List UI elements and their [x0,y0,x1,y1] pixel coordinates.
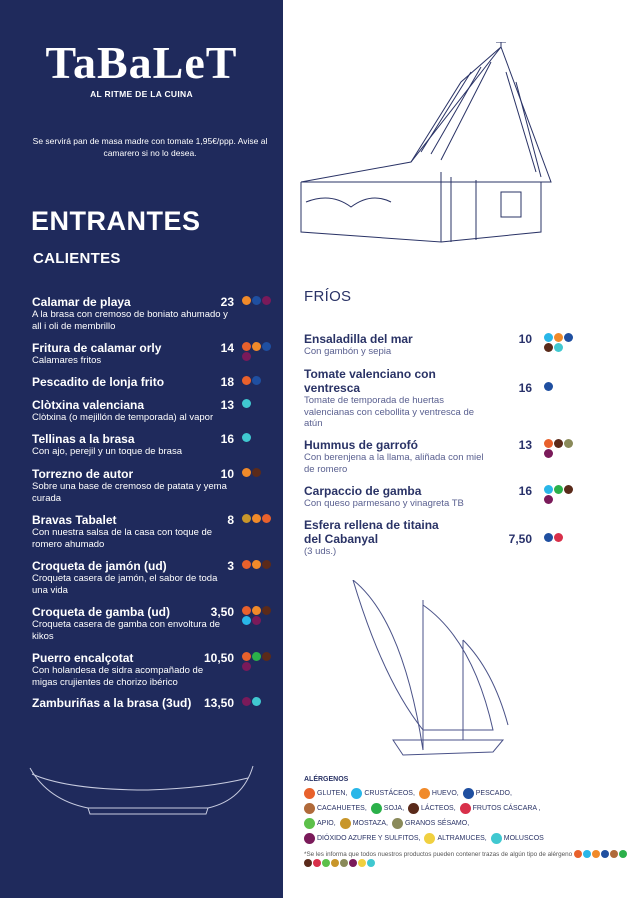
allergen-label: GRANOS SÉSAMO, [404,819,470,827]
menu-item [32,559,272,596]
lácteos-allergen-icon [564,485,573,494]
dióxido-azufre-y-sulfitos-allergen-icon [349,859,357,867]
allergen-legend-title: ALÉRGENOS [304,776,349,783]
mostaza-allergen-icon [242,514,251,523]
cacahuetes-allergen-icon [610,850,618,858]
huevo-allergen-icon [252,560,261,569]
item-price: 13 [220,398,234,412]
item-name: Esfera rellena de titaina del Cabanyal [304,518,439,546]
huevo-allergen-icon [554,333,563,342]
dióxido-azufre-y-sulfitos-allergen-icon [544,449,553,458]
allergen-icons [242,399,272,408]
lácteos-allergen-icon [262,606,271,615]
dióxido-azufre-y-sulfitos-allergen-icon [262,296,271,305]
hot-title: CALIENTES [33,250,121,267]
allergen-legend-item [304,787,347,799]
allergen-icons [242,697,272,706]
boat-sketch [28,760,258,820]
moluscos-allergen-icon [242,399,251,408]
item-price: 8 [227,513,234,527]
section-title: ENTRANTES [31,206,201,236]
item-name: Croqueta de jamón (ud) [32,559,167,573]
item-price: 23 [220,295,234,309]
item-name: Calamar de playa [32,295,131,309]
moluscos-allergen-icon [491,833,502,844]
menu-item [304,484,554,510]
allergen-icons [544,333,574,352]
menu-item [32,467,272,504]
gluten-allergen-icon [574,850,582,858]
allergen-label: MOSTAZA, [352,819,388,827]
dióxido-azufre-y-sulfitos-allergen-icon [242,697,251,706]
brand-tagline: AL RITME DE LA CUINA [90,89,193,99]
dióxido-azufre-y-sulfitos-allergen-icon [304,833,315,844]
menu-item [32,375,272,389]
allergen-label: MOLUSCOS [503,834,544,842]
allergen-label: CACAHUETES, [317,804,367,812]
item-name: Croqueta de gamba (ud) [32,605,171,619]
item-description: Tomate de temporada de huertas valencianas con cebollita y ventresca de atún [304,395,475,429]
allergen-icons [242,468,272,477]
menu-item [32,696,272,710]
item-price: 3 [227,559,234,573]
huevo-allergen-icon [242,296,251,305]
allergen-icons [242,606,272,625]
item-description: Con nuestra salsa de la casa con toque de romero ahumado [32,527,213,550]
allergen-label: SOJA, [383,804,405,812]
lácteos-allergen-icon [262,652,271,661]
allergen-legend-item [463,787,512,799]
item-name: Tellinas a la brasa [32,432,135,446]
allergen-legend-item [424,832,486,844]
lácteos-allergen-icon [262,560,271,569]
item-name: Pescadito de lonja frito [32,375,165,389]
allergen-label: HUEVO, [431,789,459,797]
allergen-label: LÁCTEOS, [421,804,456,812]
gluten-allergen-icon [242,606,251,615]
item-name: Ensaladilla del mar [304,332,413,346]
item-description: Clòtxina (o mejillón de temporada) al vapor [32,412,214,423]
item-description: (3 uds.) [304,546,337,557]
gluten-allergen-icon [242,376,251,385]
soja-allergen-icon [252,652,261,661]
item-price: 16 [518,484,532,498]
item-description: Calamares fritos [32,355,102,366]
pescado-allergen-icon [252,376,261,385]
menu-item [32,651,272,688]
granos-sésamo-allergen-icon [340,859,348,867]
item-price: 14 [220,341,234,355]
item-description: Con holandesa de sidra acompañado de migas crujientes de chorizo ibérico [32,665,204,688]
gluten-allergen-icon [242,560,251,569]
allergen-icons [544,439,574,458]
item-price: 13 [518,438,532,452]
item-price: 16 [220,432,234,446]
soja-allergen-icon [619,850,627,858]
huevo-allergen-icon [252,514,261,523]
cacahuetes-allergen-icon [304,803,315,814]
huevo-allergen-icon [592,850,600,858]
lácteos-allergen-icon [252,468,261,477]
lácteos-allergen-icon [554,439,563,448]
item-name: Fritura de calamar orly [32,341,162,355]
allergen-icons [242,514,272,523]
menu-item [304,367,554,430]
mostaza-allergen-icon [331,859,339,867]
item-name: Carpaccio de gamba [304,484,422,498]
item-name: Clòtxina valenciana [32,398,145,412]
allergen-legend-item [460,802,541,814]
item-price: 16 [518,381,532,395]
allergen-label: DIÓXIDO AZUFRE Y SULFITOS, [317,834,421,842]
huevo-allergen-icon [252,342,261,351]
item-name: Hummus de garrofó [304,438,419,452]
allergen-legend-item [392,817,469,829]
allergen-legend-item [304,832,420,844]
bread-notice: Se servirá pan de masa madre con tomate 1,95€/ppp. Avise al camarero si no lo desea. [32,136,268,158]
allergen-icons [544,485,574,504]
item-price: 3,50 [210,605,234,619]
allergen-label: ALTRAMUCES, [437,834,487,842]
allergen-label: PESCADO, [475,789,512,797]
item-price: 18 [220,375,234,389]
allergen-icons [544,382,574,391]
allergen-note-text: *Se les informa que todos nuestros productos pueden contener trazas de algún tipo de alérgeno [304,851,573,858]
allergen-icons [544,533,574,542]
allergen-legend-item [304,817,336,829]
item-name: Tomate valenciano con ventresca [304,367,436,395]
pescado-allergen-icon [544,382,553,391]
menu-item [32,432,272,458]
dióxido-azufre-y-sulfitos-allergen-icon [242,352,251,361]
lácteos-allergen-icon [544,343,553,352]
pescado-allergen-icon [601,850,609,858]
gluten-allergen-icon [544,439,553,448]
moluscos-allergen-icon [252,697,261,706]
item-description: Con gambón y sepia [304,346,392,357]
granos-sésamo-allergen-icon [564,439,573,448]
huevo-allergen-icon [252,606,261,615]
item-price: 10,50 [203,651,234,665]
allergen-legend-list [304,787,554,844]
item-name: Zamburiñas a la brasa (3ud) [32,696,192,710]
menu-item [32,513,272,550]
allergen-legend-item [491,832,544,844]
allergen-legend-item [419,787,459,799]
menu-item [32,295,272,332]
item-price: 10 [518,332,532,346]
item-description: Croqueta casera de jamón, el sabor de toda una vida [32,573,218,596]
menu-item [304,332,554,358]
soja-allergen-icon [371,803,382,814]
frutos-cáscara-allergen-icon [554,533,563,542]
item-description: Con queso parmesano y vinagreta TB [304,498,464,509]
item-name: Bravas Tabalet [32,513,117,527]
pescado-allergen-icon [262,342,271,351]
menu-item [32,341,272,367]
barraca-house-sketch [291,42,561,252]
allergen-legend-item [408,802,456,814]
dióxido-azufre-y-sulfitos-allergen-icon [242,662,251,671]
crustáceos-allergen-icon [544,485,553,494]
crustáceos-allergen-icon [351,788,362,799]
allergen-label: APIO, [317,819,336,827]
item-price: 10 [220,467,234,481]
left-panel [0,0,283,898]
mostaza-allergen-icon [340,818,351,829]
moluscos-allergen-icon [554,343,563,352]
apio-allergen-icon [322,859,330,867]
frutos-cáscara-allergen-icon [460,803,471,814]
allergen-label: GLUTEN, [317,789,348,797]
pescado-allergen-icon [564,333,573,342]
crustáceos-allergen-icon [583,850,591,858]
altramuces-allergen-icon [424,833,435,844]
menu-item [304,438,554,475]
crustáceos-allergen-icon [544,333,553,342]
menu-item [32,605,272,642]
lácteos-allergen-icon [408,803,419,814]
pescado-allergen-icon [544,533,553,542]
huevo-allergen-icon [242,468,251,477]
brand-logo: TaBaLeT [45,37,238,88]
allergen-note [304,850,634,868]
allergen-label: FRUTOS CÁSCARA , [472,804,541,812]
apio-allergen-icon [304,818,315,829]
moluscos-allergen-icon [367,859,375,867]
dióxido-azufre-y-sulfitos-allergen-icon [544,495,553,504]
right-panel [283,0,640,898]
allergen-legend-item [340,817,388,829]
item-description: Croqueta casera de gamba con envoltura de kikos [32,619,221,642]
allergen-icons [242,342,272,361]
allergen-icons [242,376,272,385]
altramuces-allergen-icon [358,859,366,867]
item-name: Torrezno de autor [32,467,134,481]
dióxido-azufre-y-sulfitos-allergen-icon [252,616,261,625]
menu-item [32,398,272,424]
allergen-label: CRUSTÁCEOS, [364,789,415,797]
lácteos-allergen-icon [304,859,312,867]
allergen-legend-item [304,802,367,814]
item-price: 7,50 [508,532,532,546]
sailboat-sketch [343,580,513,760]
huevo-allergen-icon [419,788,430,799]
gluten-allergen-icon [304,788,315,799]
allergen-icons [242,560,272,569]
allergen-legend [304,776,634,868]
pescado-allergen-icon [463,788,474,799]
menu-item [304,518,554,558]
allergen-icons [242,296,272,305]
allergen-legend-item [371,802,404,814]
item-description: Sobre una base de cremoso de patata y yema curada [32,481,227,504]
allergen-icons [242,652,272,671]
item-description: Con berenjena a la llama, aliñada con miel de romero [304,452,484,475]
gluten-allergen-icon [262,514,271,523]
item-description: A la brasa con cremoso de boniato ahumado y all i oli de membrillo [32,309,228,332]
gluten-allergen-icon [242,652,251,661]
item-name: Puerro encalçotat [32,651,134,665]
crustáceos-allergen-icon [242,616,251,625]
allergen-icons [242,433,272,442]
granos-sésamo-allergen-icon [392,818,403,829]
soja-allergen-icon [554,485,563,494]
item-price: 13,50 [203,696,234,710]
frutos-cáscara-allergen-icon [313,859,321,867]
cold-title: FRÍOS [304,288,352,305]
pescado-allergen-icon [252,296,261,305]
item-description: Con ajo, perejil y un toque de brasa [32,446,182,457]
gluten-allergen-icon [242,342,251,351]
allergen-legend-item [351,787,415,799]
moluscos-allergen-icon [242,433,251,442]
